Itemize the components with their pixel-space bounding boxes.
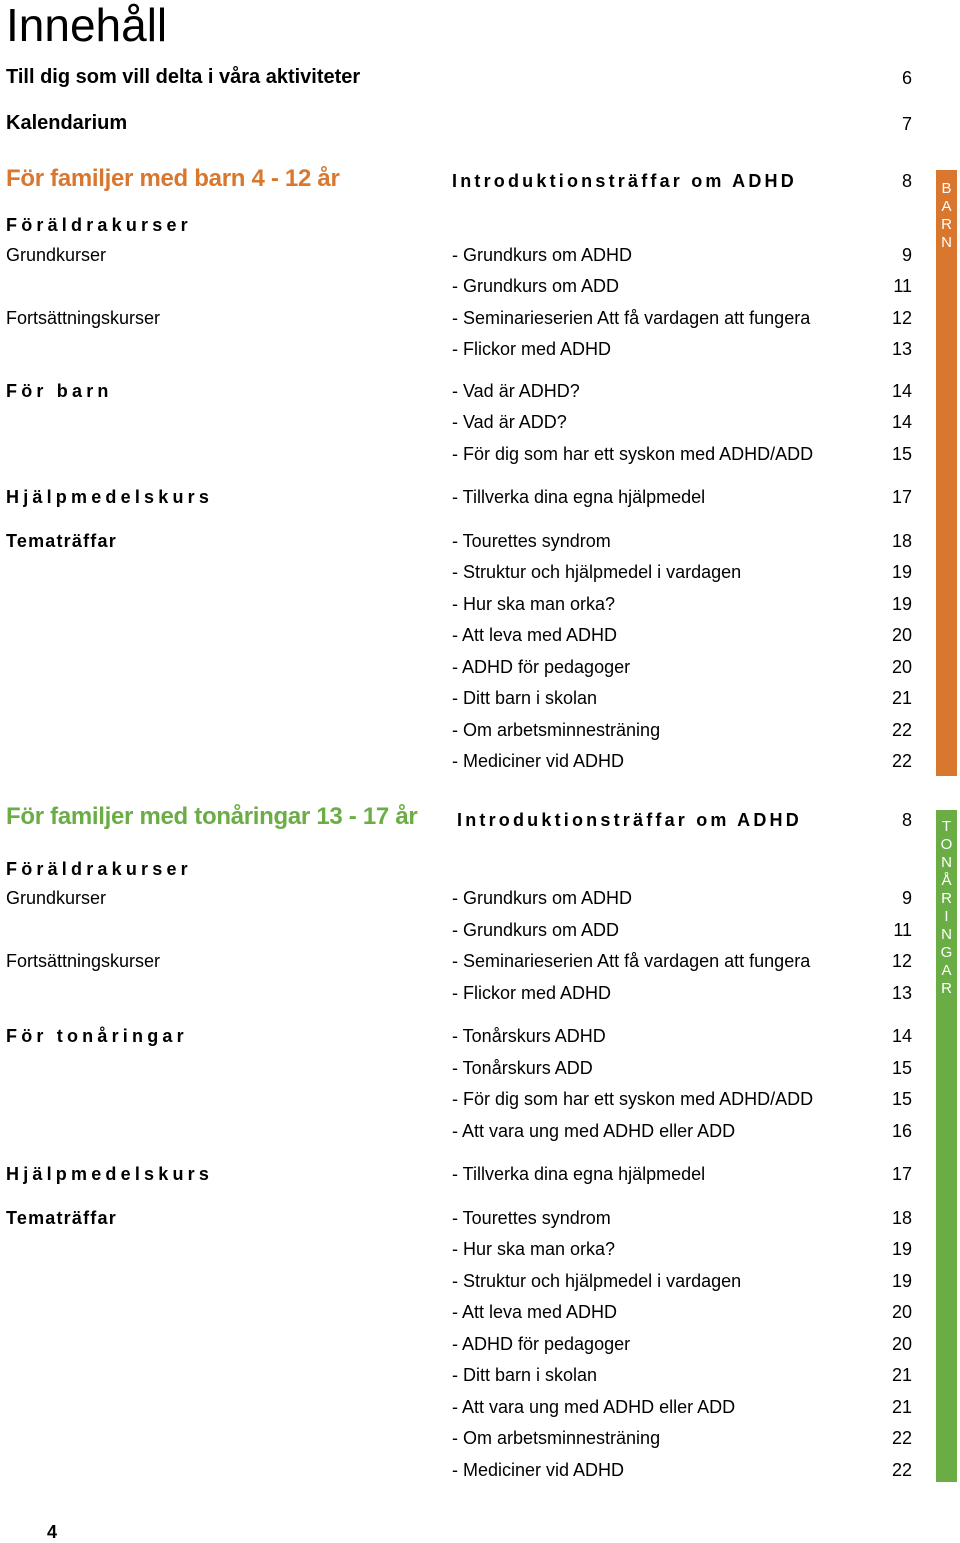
toc-item-page: 11	[893, 920, 912, 940]
side-tab-letter: I	[944, 908, 949, 925]
toc-item-page: 20	[891, 625, 912, 645]
toc-entry-label[interactable]: Till dig som vill delta i våra aktiviteter	[6, 66, 361, 88]
toc-item[interactable]: - För dig som har ett syskon med ADHD/ADD	[452, 444, 814, 464]
toc-item-page: 16	[891, 1121, 912, 1141]
page-title: Innehåll	[6, 0, 168, 51]
toc-item[interactable]: - Att leva med ADHD	[452, 1302, 618, 1322]
category-foraldrakurser: Föräldrakurser	[6, 215, 192, 235]
toc-item-page: 20	[891, 1302, 912, 1322]
toc-item[interactable]: - Mediciner vid ADHD	[452, 751, 625, 771]
toc-item[interactable]: - Om arbetsminnesträning	[452, 720, 661, 740]
intro-entry-page: 8	[901, 810, 912, 830]
category-foraldrakurser: Föräldrakurser	[6, 859, 192, 879]
toc-item-page: 12	[891, 951, 912, 971]
toc-item-page: 12	[891, 308, 912, 328]
side-tab-letter: B	[941, 180, 952, 197]
toc-item[interactable]: - Grundkurs om ADD	[452, 276, 620, 296]
toc-item[interactable]: - Hur ska man orka?	[452, 594, 616, 614]
side-tab-letter: N	[941, 926, 952, 943]
subcategory-fortsattningskurser: Fortsättningskurser	[6, 308, 161, 328]
side-tab-barn	[936, 170, 957, 776]
toc-item-page: 15	[891, 444, 912, 464]
side-tab-letter: R	[941, 890, 952, 907]
toc-item[interactable]: - Att leva med ADHD	[452, 625, 618, 645]
toc-item[interactable]: - Om arbetsminnesträning	[452, 1428, 661, 1448]
side-tab-letter: Å	[941, 872, 952, 889]
toc-item[interactable]: - Seminarieserien Att få vardagen att fungera	[452, 308, 811, 328]
side-tab-letter: A	[941, 198, 952, 215]
toc-item[interactable]: - ADHD för pedagoger	[452, 1334, 631, 1354]
toc-item-page: 17	[891, 1164, 912, 1184]
toc-item[interactable]: - Ditt barn i skolan	[452, 1365, 598, 1385]
toc-item[interactable]: - Grundkurs om ADHD	[452, 888, 633, 908]
subcategory-grundkurser: Grundkurser	[6, 245, 107, 265]
toc-item-page: 21	[891, 1365, 912, 1385]
subcategory-fortsattningskurser: Fortsättningskurser	[6, 951, 161, 971]
toc-item-page: 21	[891, 1397, 912, 1417]
toc-entry-page: 7	[901, 114, 912, 134]
page-number: 4	[47, 1522, 58, 1542]
toc-item-page: 9	[901, 888, 912, 908]
toc-item-page: 18	[891, 531, 912, 551]
category-hjalpmedelskurs: Hjälpmedelskurs	[6, 1164, 214, 1184]
toc-entry-label[interactable]: Kalendarium	[6, 112, 128, 134]
toc-item-page: 22	[891, 1460, 912, 1480]
category-for-barn: För barn	[6, 381, 113, 401]
toc-item-page: 9	[901, 245, 912, 265]
toc-item-page: 13	[891, 983, 912, 1003]
toc-item[interactable]: - Hur ska man orka?	[452, 1239, 616, 1259]
toc-item[interactable]: - Att vara ung med ADHD eller ADD	[452, 1121, 736, 1141]
side-tab-letter: R	[941, 980, 952, 997]
category-for-tonaringar: För tonåringar	[6, 1026, 188, 1046]
toc-item[interactable]: - Vad är ADHD?	[452, 381, 580, 401]
toc-item-page: 19	[891, 594, 912, 614]
toc-item[interactable]: - För dig som har ett syskon med ADHD/ADD	[452, 1089, 814, 1109]
toc-item[interactable]: - Mediciner vid ADHD	[452, 1460, 625, 1480]
toc-item-page: 14	[891, 381, 912, 401]
category-tematraffar: Tematräffar	[6, 531, 117, 551]
section-heading: För familjer med tonåringar 13 - 17 år	[6, 803, 418, 830]
side-tab-letter: O	[940, 836, 953, 853]
side-tab-label	[936, 180, 957, 252]
toc-item[interactable]: - Grundkurs om ADHD	[452, 245, 633, 265]
toc-item-page: 15	[891, 1058, 912, 1078]
toc-item-page: 14	[891, 1026, 912, 1046]
section-heading: För familjer med barn 4 - 12 år	[6, 165, 340, 192]
toc-item[interactable]: - ADHD för pedagoger	[452, 657, 631, 677]
toc-item[interactable]: - Tillverka dina egna hjälpmedel	[452, 487, 706, 507]
toc-item[interactable]: - Grundkurs om ADD	[452, 920, 620, 940]
side-tab-letter: N	[941, 854, 952, 871]
toc-item-page: 14	[891, 412, 912, 432]
intro-entry-label[interactable]: Introduktionsträffar om ADHD	[452, 171, 797, 191]
side-tab-letter: A	[941, 962, 952, 979]
intro-entry-label[interactable]: Introduktionsträffar om ADHD	[457, 810, 802, 830]
toc-item[interactable]: - Vad är ADD?	[452, 412, 567, 432]
toc-item-page: 18	[891, 1208, 912, 1228]
side-tab-letter: T	[941, 818, 952, 835]
toc-item-page: 19	[891, 1271, 912, 1291]
side-tab-tonaringar	[936, 810, 957, 1482]
toc-item[interactable]: - Tonårskurs ADD	[452, 1058, 593, 1078]
side-tab-letter: G	[940, 944, 953, 961]
toc-item-page: 19	[891, 562, 912, 582]
subcategory-grundkurser: Grundkurser	[6, 888, 107, 908]
toc-item[interactable]: - Ditt barn i skolan	[452, 688, 598, 708]
toc-item-page: 20	[891, 657, 912, 677]
side-tab-label	[936, 818, 957, 998]
toc-item-page: 17	[891, 487, 912, 507]
toc-item[interactable]: - Tourettes syndrom	[452, 531, 611, 551]
toc-item-page: 21	[891, 688, 912, 708]
toc-item[interactable]: - Struktur och hjälpmedel i vardagen	[452, 562, 742, 582]
toc-item-page: 11	[893, 276, 912, 296]
toc-item[interactable]: - Tillverka dina egna hjälpmedel	[452, 1164, 706, 1184]
category-tematraffar: Tematräffar	[6, 1208, 117, 1228]
side-tab-letter: N	[941, 234, 952, 251]
intro-entry-page: 8	[901, 171, 912, 191]
side-tab-letter: R	[941, 216, 952, 233]
toc-item-page: 22	[891, 751, 912, 771]
toc-item-page: 22	[891, 720, 912, 740]
toc-item-page: 15	[891, 1089, 912, 1109]
category-hjalpmedelskurs: Hjälpmedelskurs	[6, 487, 214, 507]
toc-entry-page: 6	[901, 68, 912, 88]
toc-item[interactable]: - Flickor med ADHD	[452, 339, 612, 359]
toc-item[interactable]: - Tourettes syndrom	[452, 1208, 611, 1228]
toc-item[interactable]: - Struktur och hjälpmedel i vardagen	[452, 1271, 742, 1291]
toc-item-page: 13	[891, 339, 912, 359]
toc-item[interactable]: - Tonårskurs ADHD	[452, 1026, 606, 1046]
toc-item[interactable]: - Att vara ung med ADHD eller ADD	[452, 1397, 736, 1417]
toc-item-page: 22	[891, 1428, 912, 1448]
toc-item-page: 20	[891, 1334, 912, 1354]
toc-item-page: 19	[891, 1239, 912, 1259]
toc-item[interactable]: - Flickor med ADHD	[452, 983, 612, 1003]
toc-item[interactable]: - Seminarieserien Att få vardagen att fungera	[452, 951, 811, 971]
